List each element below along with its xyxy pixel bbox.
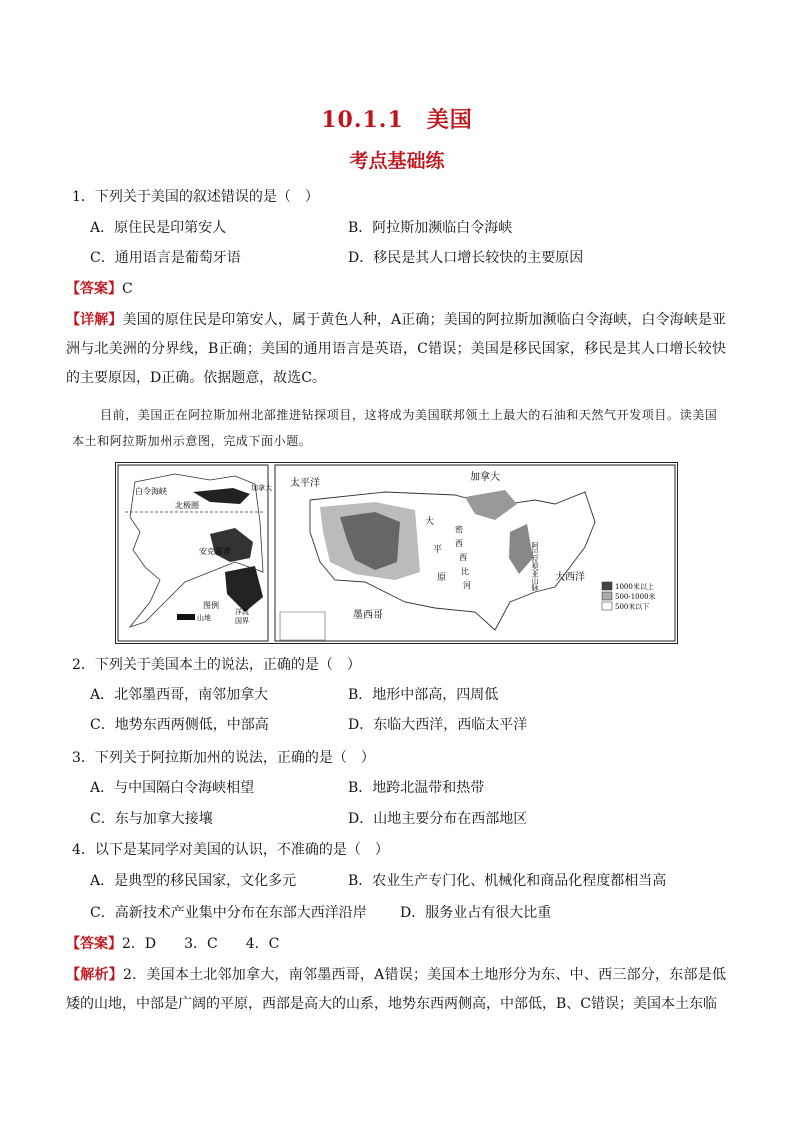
analysis-text: 2．美国本土北邻加拿大，南邻墨西哥，A错误；美国本土地形分为东、中、西三部分，东部是低矮的山地，中部是广阔的平原，西部是高大的山系，地势东西两侧高，中部低，B、C错误；美国本土东临 xyxy=(66,967,727,1012)
q1-stem: 1．下列关于美国的叙述错误的是（ ） xyxy=(72,189,319,205)
label-north-circle: 北极圈 xyxy=(175,501,199,510)
q4-option-d: D．服务业占有很大比重 xyxy=(400,905,552,921)
label-canada: 加拿大 xyxy=(470,472,500,483)
q1-option-d: D．移民是其人口增长较快的主要原因 xyxy=(348,250,584,266)
q2-option-c: C．地势东西两侧低，中部高 xyxy=(90,717,269,733)
label-mountain: 山地 xyxy=(197,614,211,622)
us-mainland-panel xyxy=(275,465,675,641)
q2-stem: 2．下列关于美国本土的说法，正确的是（ ） xyxy=(72,657,361,673)
label-river-2: 西 xyxy=(455,539,463,548)
label-river-1: 密 xyxy=(455,525,463,534)
answers-text: 2．D 3．C 4．C xyxy=(122,936,280,952)
q3-stem: 3．下列关于阿拉斯加州的说法，正确的是（ ） xyxy=(72,750,375,766)
q4-stem: 4．以下是某同学对美国的认识，不准确的是（ ） xyxy=(72,842,389,858)
detail-tag: 【详解】 xyxy=(66,312,123,328)
label-river-3: 西 xyxy=(459,553,467,562)
analysis-tag: 【解析】 xyxy=(66,967,123,983)
answers-tag: 【答案】 xyxy=(66,936,122,952)
q1-option-b: B．阿拉斯加濒临白令海峡 xyxy=(348,220,513,236)
label-atlantic: 大西洋 xyxy=(555,572,585,583)
label-great-plains-1: 大 xyxy=(425,517,435,527)
q3-option-b: B．地跨北温带和热带 xyxy=(348,780,485,796)
q2-option-a: A．北邻墨西哥，南邻加拿大 xyxy=(90,687,269,703)
page-title: 10.1.1 美国 xyxy=(321,107,473,133)
label-strait: 白令海峡 xyxy=(135,487,167,496)
q4-option-c: C．高新技术产业集中分布在东部大西洋沿岸 xyxy=(90,905,367,921)
label-great-plains-3: 原 xyxy=(437,573,447,583)
passage-intro: 目前，美国正在阿拉斯加州北部推进钻探项目，这将成为美国联邦领土上最大的石油和天然气开发项目。读美国本土和阿拉斯加州示意图，完成下面小题。 xyxy=(72,408,718,448)
label-appalachian: 阿巴拉契亚山脉 xyxy=(531,542,539,591)
answer-tag: 【答案】 xyxy=(66,281,122,297)
label-legend-title: 图例 xyxy=(203,601,219,610)
q3-option-d: D．山地主要分布在西部地区 xyxy=(348,811,528,827)
label-canada-short: 加拿大 xyxy=(251,484,272,492)
label-range: 安克雷奇 xyxy=(199,547,231,556)
q4-option-a: A．是典型的移民国家，文化多元 xyxy=(90,873,297,889)
q1-option-a: A．原住民是印第安人 xyxy=(90,220,227,236)
q1-answer xyxy=(66,279,133,299)
analysis-block xyxy=(66,961,726,1019)
label-border: 国界 xyxy=(235,617,249,625)
detail-text: 美国的原住民是印第安人，属于黄色人种，A正确；美国的阿拉斯加濒临白令海峡，白令海峡是亚洲与北美洲的分界线，B正确；美国的通用语言是英语，C错误；美国是移民国家，移民是其人口增长较快的主要原因，D正确。依据题意，故选C。 xyxy=(66,312,727,386)
q1-detail xyxy=(66,306,726,393)
legend-mid: 500-1000米 xyxy=(615,593,656,601)
label-river-4: 比 xyxy=(461,567,469,576)
q3-option-c: C．东与加拿大接壤 xyxy=(90,811,213,827)
label-river-5: 河 xyxy=(463,581,471,590)
q2-option-b: B．地形中部高，四周低 xyxy=(348,687,499,703)
label-mexico: 墨西哥 xyxy=(353,610,383,621)
answers-block xyxy=(66,934,279,954)
us-alaska-map xyxy=(115,462,678,644)
legend-high: 1000米以上 xyxy=(615,583,654,591)
q4-option-b: B．农业生产专门化、机械化和商品化程度都相当高 xyxy=(348,873,667,889)
q3-option-a: A．与中国隔白令海峡相望 xyxy=(90,780,255,796)
q1-option-c: C．通用语言是葡萄牙语 xyxy=(90,250,241,266)
q2-option-d: D．东临大西洋，西临太平洋 xyxy=(348,717,528,733)
label-pacific: 太平洋 xyxy=(290,478,320,489)
label-current: 洋流 xyxy=(235,608,249,616)
answer-value: C xyxy=(122,281,133,297)
page-subtitle: 考点基础练 xyxy=(349,150,445,172)
legend-low: 500米以下 xyxy=(615,603,650,611)
label-great-plains-2: 平 xyxy=(433,545,443,555)
